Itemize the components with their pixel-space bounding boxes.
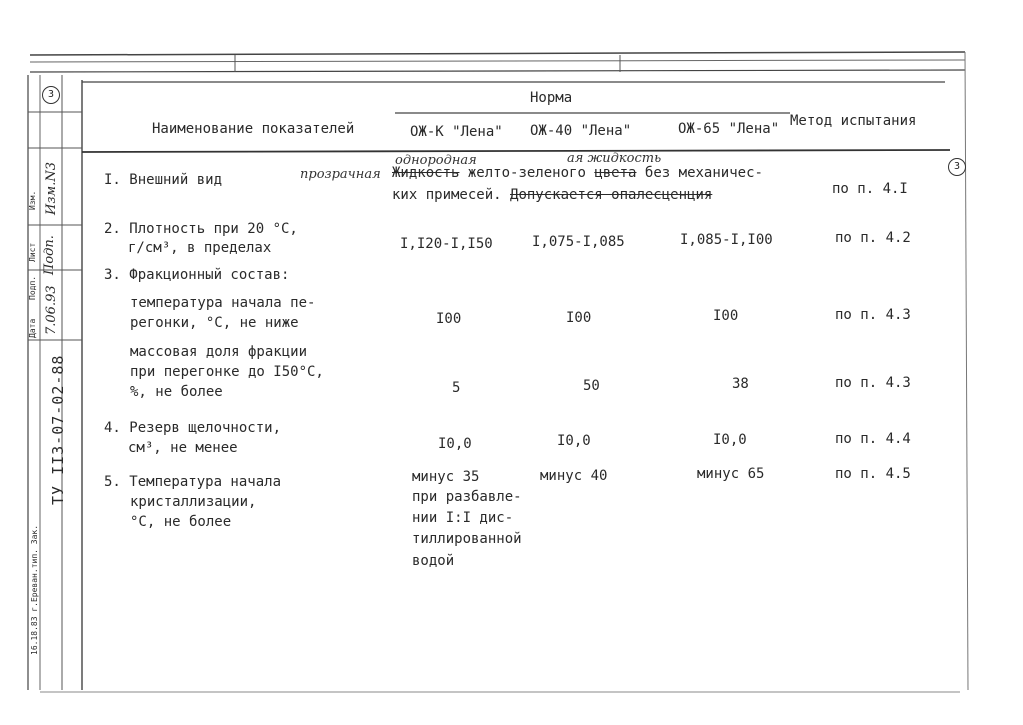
row5-value-ozh-k-line3: нии I:I дис- [412,510,514,526]
header-norm: Норма [530,90,573,106]
header-variant-ozh-k: ОЖ-К "Лена" [410,124,503,140]
row5-method: по п. 4.5 [835,466,911,482]
row4-name-line2: см³, не менее [128,440,238,456]
row3-sub2-line2: при перегонке до I50°С, [130,364,324,380]
row3-sub1-value-ozh-40: I00 [566,310,592,326]
row1-handwritten-transparent: прозрачная [300,167,381,182]
row3-sub1-line2: регонки, °С, не ниже [130,315,299,331]
header-variant-ozh-65: ОЖ-65 "Лена" [678,121,780,137]
header-test-method: Метод испытания [790,113,917,129]
row5-value-ozh-65: минус 65 [697,466,765,482]
row3-sub1-value-ozh-k: I00 [436,311,462,327]
row3-sub2-method: по п. 4.3 [835,375,911,391]
row1-text-line2: ких примесей. Допускается опалесценция [392,187,713,203]
handwritten-change-note: Изм.N3 [44,162,59,215]
row1-name: I. Внешний вид [104,172,223,188]
row2-method: по п. 4.2 [835,230,911,246]
row4-value-ozh-40: I0,0 [557,433,591,449]
row3-sub1-value-ozh-65: I00 [713,308,739,324]
row2-value-ozh-k: I,I20-I,I50 [400,236,493,252]
row5-value-ozh-k-line2: при разбавле- [412,489,522,505]
row1-method: по п. 4.I [832,181,908,197]
handwritten-date: 7.06.93 [44,285,59,335]
row5-value-ozh-k-line5: водой [412,553,455,569]
row3-sub2-value-ozh-65: 38 [732,376,749,392]
row2-name-line1: 2. Плотность при 20 °С, [104,221,298,237]
label-sheet: Лист [28,242,37,262]
row4-name-line1: 4. Резерв щелочности, [104,420,282,436]
handwritten-signature: Подп. [42,235,57,275]
row2-name-line2: г/см³, в пределах [128,240,272,256]
label-signature: Подп. [28,275,37,300]
row5-name-line3: °С, не более [130,514,232,530]
row1-handwritten-uniform: однородная [395,153,477,168]
row5-value-ozh-k-line4: тиллированной [412,531,522,547]
row3-sub2-value-ozh-40: 50 [583,378,600,394]
print-stamp: 16.18.83 г.Ереван.тип. Зак. [30,524,39,655]
row3-name: 3. Фракционный состав: [104,267,290,283]
row3-sub1-method: по п. 4.3 [835,307,911,323]
row3-sub1-line1: температура начала пе- [130,295,316,311]
document-code: ТУ II3-07-02-88 [49,354,67,505]
sheet-number-circle: 3 [42,86,60,104]
row5-value-ozh-k-line1: минус 35 [412,469,480,485]
header-indicator-name: Наименование показателей [152,121,355,137]
row5-name-line2: кристаллизации, [130,494,257,510]
row1-text-line1: Жидкость желто-зеленого цвета без механичес- [392,165,763,181]
row1-circle-mark: 3 [948,158,966,176]
row5-value-ozh-40: минус 40 [540,468,608,484]
label-change: Изм. [28,190,37,210]
row1-handwritten-liquid: ая жидкость [567,151,662,166]
row4-value-ozh-65: I0,0 [713,432,747,448]
row5-name-line1: 5. Температура начала [104,474,282,490]
row4-method: по п. 4.4 [835,431,911,447]
row3-sub2-line3: %, не более [130,384,223,400]
row2-value-ozh-40: I,075-I,085 [532,234,625,250]
row2-value-ozh-65: I,085-I,I00 [680,232,773,248]
label-date: Дата [28,318,37,338]
row3-sub2-value-ozh-k: 5 [452,380,461,396]
header-variant-ozh-40: ОЖ-40 "Лена" [530,123,632,139]
row3-sub2-line1: массовая доля фракции [130,344,308,360]
row4-value-ozh-k: I0,0 [438,436,472,452]
